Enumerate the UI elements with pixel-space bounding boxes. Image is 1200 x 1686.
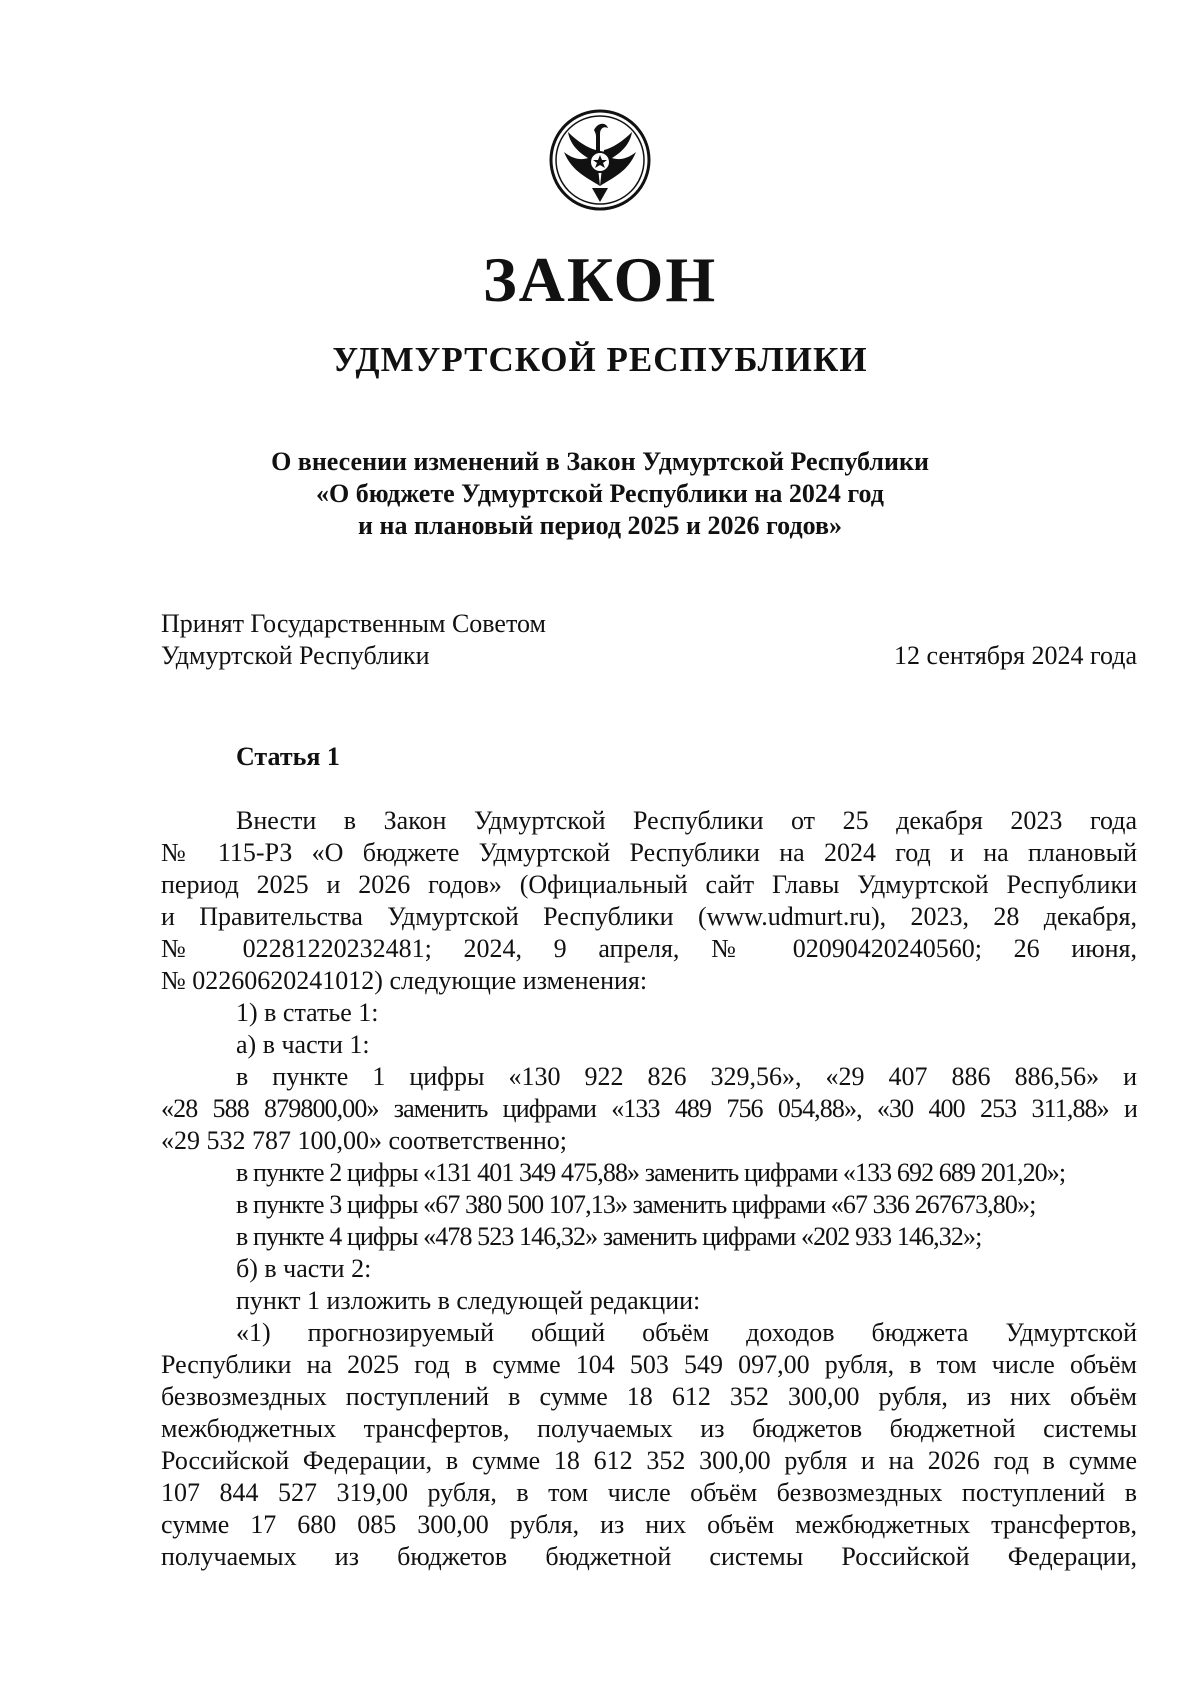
law-title-line: О внесении изменений в Закон Удмуртской Республики — [271, 447, 929, 476]
text-line: № 115-РЗ «О бюджете Удмуртской Республики на 2024 год и на плановый — [161, 838, 1137, 867]
law-title-line: и на плановый период 2025 и 2026 годов» — [358, 511, 842, 540]
document-title: ЗАКОН — [482, 244, 718, 315]
text-line: в пункте 2 цифры «131 401 349 475,88» заменить цифрами «133 692 689 201,20»; — [236, 1158, 1066, 1187]
text-line: «28 588 879800,00» заменить цифрами «133 489 756 054,88», «30 400 253 311,88» и — [161, 1094, 1137, 1123]
text-line: б) в части 2: — [236, 1254, 372, 1283]
text-line: получаемых из бюджетов бюджетной системы Российской Федерации, — [161, 1542, 1137, 1571]
law-title-line: «О бюджете Удмуртской Республики на 2024 год — [316, 479, 884, 508]
text-line: Российской Федерации, в сумме 18 612 352 300,00 рубля и на 2026 год в сумме — [161, 1446, 1137, 1475]
law-title — [0, 446, 1200, 542]
text-line: № 02281220232481; 2024, 9 апреля, № 02090420240560; 26 июня, — [161, 934, 1137, 963]
text-line: в пункте 3 цифры «67 380 500 107,13» заменить цифрами «67 336 267673,80»; — [236, 1190, 1036, 1219]
coat-of-arms-emblem — [548, 108, 652, 212]
adoption-line: Удмуртской Республики — [161, 641, 430, 670]
text-line: «29 532 787 100,00» соответственно; — [161, 1126, 568, 1155]
text-line: «1) прогнозируемый общий объём доходов бюджета Удмуртской — [236, 1318, 1137, 1347]
text-line: 1) в статье 1: — [236, 998, 379, 1027]
adoption-date: 12 сентября 2024 года — [893, 641, 1137, 670]
article-heading: Статья 1 — [236, 742, 340, 771]
text-line: 107 844 527 319,00 рубля, в том числе объём безвозмездных поступлений в — [161, 1478, 1137, 1507]
text-line: в пункте 4 цифры «478 523 146,32» заменить цифрами «202 933 146,32»; — [236, 1222, 982, 1251]
text-line: межбюджетных трансфертов, получаемых из бюджетов бюджетной системы — [161, 1414, 1137, 1443]
text-line: Внести в Закон Удмуртской Республики от 25 декабря 2023 года — [236, 806, 1137, 835]
text-line: безвозмездных поступлений в сумме 18 612 352 300,00 рубля, из них объём — [161, 1382, 1137, 1411]
text-line: и Правительства Удмуртской Республики (www.udmurt.ru), 2023, 28 декабря, — [161, 902, 1137, 931]
text-line: Республики на 2025 год в сумме 104 503 549 097,00 рубля, в том числе объём — [161, 1350, 1137, 1379]
document-subtitle: УДМУРТСКОЙ РЕСПУБЛИКИ — [332, 340, 868, 379]
text-line: сумме 17 680 085 300,00 рубля, из них объём межбюджетных трансфертов, — [161, 1510, 1137, 1539]
text-line: период 2025 и 2026 годов» (Официальный сайт Главы Удмуртской Республики — [161, 870, 1137, 899]
adoption-authority — [161, 608, 546, 672]
adoption-line: Принят Государственным Советом — [161, 609, 546, 638]
text-line: а) в части 1: — [236, 1030, 370, 1059]
text-line: пункт 1 изложить в следующей редакции: — [236, 1286, 701, 1315]
text-line: в пункте 1 цифры «130 922 826 329,56», «29 407 886 886,56» и — [236, 1062, 1137, 1091]
article-body — [161, 805, 1137, 1573]
text-line: № 02260620241012) следующие изменения: — [161, 966, 648, 995]
